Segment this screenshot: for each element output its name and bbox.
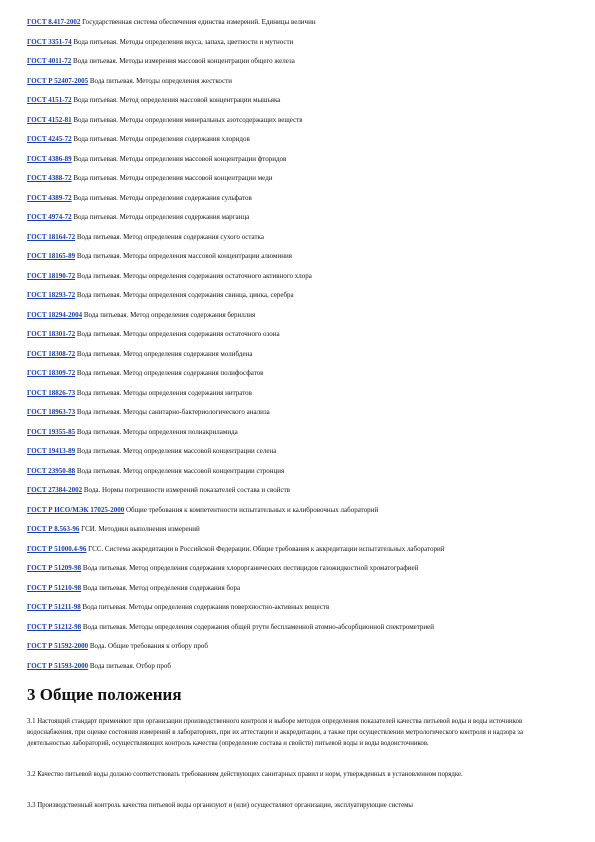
standard-description: Вода питьевая. Метод определения содержания молибдена [76, 349, 253, 358]
standard-description: Вода питьевая. Методы определения содержания остаточного активного хлора [76, 271, 312, 280]
standard-description: Вода питьевая. Метод определения содержания сухого остатка [76, 232, 264, 241]
standard-description: Вода питьевая. Метод определения содержания хлорорганических пестицидов газожидкостной хроматографией [82, 564, 419, 572]
reference-item [27, 562, 572, 582]
standard-link[interactable]: ГОСТ 4151-72 [27, 96, 72, 104]
standard-description: Вода питьевая. Методы определения вкуса, запаха, цветности и мутности [73, 37, 294, 46]
standard-description: Вода питьевая. Методы определения содержания нитратов [76, 388, 252, 397]
standard-link[interactable]: ГОСТ 18294-2004 [27, 310, 83, 319]
standard-description: Вода питьевая. Методы санитарно-бактериологического анализа [76, 408, 270, 416]
standard-link[interactable]: ГОСТ Р 52407-2005 [27, 76, 89, 85]
reference-item [27, 114, 572, 134]
reference-item [27, 231, 572, 251]
standard-link[interactable]: ГОСТ 3351-74 [27, 37, 72, 46]
reference-item [27, 309, 572, 329]
standard-link[interactable]: ГОСТ Р 51000.4-96 [27, 544, 87, 553]
reference-item [27, 465, 572, 485]
standard-description: Вода питьевая. Методы определения содержания остаточного озона [76, 330, 280, 338]
reference-item [27, 172, 572, 192]
standard-description: Вода питьевая. Методы определения массовой концентрации алюминия [76, 252, 292, 260]
reference-item [27, 523, 572, 543]
standard-link[interactable]: ГОСТ Р 51209-98 [27, 564, 82, 572]
paragraph-3-2: 3.2 Качество питьевой воды должно соответствовать требованиям действующих санитарных правил и норм, утвержденных в установленном порядке. [27, 771, 463, 778]
reference-item [27, 640, 572, 660]
standard-description: Вода питьевая. Методы определения содержания поверхностно-активных веществ [82, 603, 330, 611]
standard-link[interactable]: ГОСТ 19355-85 [27, 427, 76, 436]
reference-item [27, 328, 572, 348]
standard-description: Вода питьевая. Метод определения содержания полифосфатов [76, 369, 264, 377]
reference-item [27, 211, 572, 231]
standard-link[interactable]: ГОСТ 23950-88 [27, 466, 76, 475]
reference-item [27, 367, 572, 387]
reference-item [27, 426, 572, 446]
standard-link[interactable]: ГОСТ 8.417-2002 [27, 18, 81, 26]
paragraph-3-1: 3.1 Настоящий стандарт применяют при организации производственного контроля и выборе методов определения показателей качества питьевой воды и воды источников водоснабжения, при оценке состояния измерений в лабораториях, при их аттестации и аккредитации, а также при осуществлении метрологического контроля и надзора за деятельностью лабораторий, осуществляющих контроль качества (определение состава и свойств) питьевой воды и воды водоисточников. [27, 718, 523, 747]
standard-link[interactable]: ГОСТ 18190-72 [27, 271, 76, 280]
standard-link[interactable]: ГОСТ Р 51210-98 [27, 583, 82, 592]
standard-link[interactable]: ГОСТ 4245-72 [27, 135, 72, 143]
standard-description: Вода питьевая. Методы определения содержания марганца [73, 213, 250, 221]
standard-description: Вода. Нормы погрешности измерений показателей состава и свойств [83, 486, 290, 494]
standard-link[interactable]: ГОСТ 18308-72 [27, 349, 76, 358]
standard-link[interactable]: ГОСТ 18293-72 [27, 291, 76, 299]
reference-item [27, 133, 572, 153]
reference-item [27, 55, 572, 75]
standard-link[interactable]: ГОСТ 4388-72 [27, 174, 72, 182]
reference-item [27, 504, 572, 524]
standard-link[interactable]: ГОСТ 18165-89 [27, 252, 76, 260]
reference-item [27, 36, 572, 56]
reference-item [27, 406, 572, 426]
standard-link[interactable]: ГОСТ Р 51593-2000 [27, 661, 89, 670]
reference-item [27, 582, 572, 602]
standard-description: Вода питьевая. Отбор проб [89, 661, 171, 670]
reference-item [27, 250, 572, 270]
standard-description: Вода питьевая. Методы определения жесткости [89, 76, 232, 85]
paragraph-3-3: 3.3 Производственный контроль качества питьевой воды организуют и (или) осуществляют организации, эксплуатирующие системы [27, 802, 414, 809]
standard-description: Вода питьевая. Метод определения массовой концентрации селена [76, 447, 277, 455]
standard-link[interactable]: ГОСТ 18963-73 [27, 408, 76, 416]
reference-item [27, 348, 572, 368]
standard-link[interactable]: ГОСТ Р ИСО/МЭК 17025-2000 [27, 505, 125, 514]
standard-description: ГСИ. Методики выполнения измерений [81, 525, 200, 533]
standard-link[interactable]: ГОСТ 4386-89 [27, 154, 72, 163]
standard-link[interactable]: ГОСТ Р 51211-98 [27, 603, 81, 611]
standard-description: Вода питьевая. Методы определения содержания свинца, цинка, серебра [76, 291, 294, 299]
standard-description: Вода питьевая. Методы определения содержания общей ртути беспламенной атомно-абсорбционной спектрометрией [82, 622, 435, 631]
standard-description: Государственная система обеспечения единства измерений. Единицы величин [82, 18, 316, 26]
standard-link[interactable]: ГОСТ 27384-2002 [27, 486, 83, 494]
reference-item [27, 153, 572, 173]
standard-description: Вода питьевая. Методы определения минеральных азотсодержащих веществ [73, 115, 303, 124]
reference-item [27, 289, 572, 309]
reference-item [27, 484, 572, 504]
standard-description: Вода питьевая. Методы определения массовой концентрации меди [73, 174, 273, 182]
reference-item [27, 192, 572, 212]
reference-item [27, 75, 572, 95]
standard-link[interactable]: ГОСТ 18164-72 [27, 232, 76, 241]
standard-description: Вода питьевая. Методы определения содержания сульфатов [73, 193, 252, 202]
reference-item [27, 543, 572, 563]
standard-description: Вода питьевая. Метод определения массовой концентрации мышьяка [73, 96, 281, 104]
standard-link[interactable]: ГОСТ 4152-81 [27, 115, 72, 124]
reference-item [27, 601, 572, 621]
standard-description: Вода. Общие требования к отбору проб [89, 642, 208, 650]
standard-description: ГСС. Система аккредитации в Российской Федерации. Общие требования к аккредитации испытательных лабораторий [88, 544, 445, 553]
standard-link[interactable]: ГОСТ 19413-89 [27, 447, 76, 455]
standard-link[interactable]: ГОСТ Р 51212-98 [27, 622, 82, 631]
reference-item [27, 387, 572, 407]
standard-description: Вода питьевая. Методы определения содержания хлоридов [73, 135, 250, 143]
standard-link[interactable]: ГОСТ 4974-72 [27, 213, 72, 221]
standard-link[interactable]: ГОСТ 18309-72 [27, 369, 76, 377]
reference-item [27, 621, 572, 641]
reference-item [27, 16, 572, 36]
standard-link[interactable]: ГОСТ Р 8.563-96 [27, 525, 80, 533]
standard-description: Вода питьевая. Метод определения массовой концентрации стронция [76, 466, 285, 475]
standard-link[interactable]: ГОСТ Р 51592-2000 [27, 642, 89, 650]
standard-description: Вода питьевая. Методы измерения массовой концентрации общего железа [72, 57, 295, 65]
standard-description: Вода питьевая. Метод определения содержания бора [82, 583, 241, 592]
standard-description: Вода питьевая. Методы определения массовой концентрации фторидов [73, 154, 287, 163]
reference-item [27, 94, 572, 114]
standard-description: Вода питьевая. Метод определения содержания бериллия [83, 310, 256, 319]
standard-link[interactable]: ГОСТ 18826-73 [27, 388, 76, 397]
reference-item [27, 660, 572, 680]
standard-link[interactable]: ГОСТ 4011-72 [27, 57, 72, 65]
standard-link[interactable]: ГОСТ 18301-72 [27, 330, 76, 338]
standard-link[interactable]: ГОСТ 4389-72 [27, 193, 72, 202]
standard-description: Вода питьевая. Методы определения полиакриламида [76, 427, 238, 436]
reference-list [27, 16, 572, 679]
reference-item [27, 270, 572, 290]
section-heading: 3 Общие положения [27, 685, 182, 704]
standard-description: Общие требования к компетентности испытательных и калибровочных лабораторий [125, 505, 379, 514]
reference-item [27, 445, 572, 465]
